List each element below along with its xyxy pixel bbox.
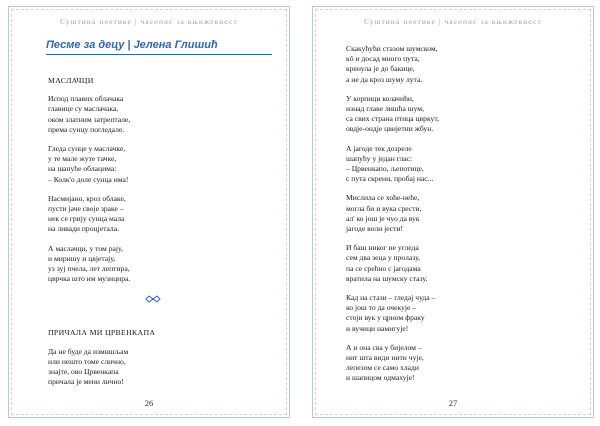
right-page	[312, 6, 594, 418]
verse-line: и миришу и цвјетају,	[48, 253, 116, 263]
page-number: 26	[144, 398, 154, 408]
poem-body	[346, 44, 556, 384]
left-content	[48, 76, 258, 396]
verse-line: кренула је до бакице,	[346, 64, 415, 74]
verse-line: нек се грију сунца мала	[48, 214, 125, 224]
verse-line: А маслачци, у том рају,	[48, 243, 123, 253]
poem-body	[48, 347, 258, 388]
verse-line: Скакућући стазом шумском,	[346, 44, 438, 53]
verse-line: на шапуће облацима:	[48, 164, 117, 174]
verse-line: Испод плавих облачака	[48, 94, 124, 104]
diamond-ornament-icon	[145, 294, 161, 304]
verse-line: и шапицом одмахује!	[346, 373, 415, 383]
verse-line: на ливади процјетала.	[48, 224, 119, 234]
stanza	[346, 44, 556, 85]
verse-line: – Колк'о доле сунца има!	[48, 174, 129, 184]
verse-line: могла би и вука срести,	[346, 203, 422, 213]
stanza	[48, 144, 258, 185]
stanza	[346, 144, 556, 185]
running-head: Суштина поетике | часопис за књижевност	[60, 18, 238, 26]
verse-line: Мислила се хоће-неће,	[346, 193, 420, 203]
poem-title: МАСЛАЧЦИ	[48, 76, 94, 85]
verse-line: ко још то да очекује –	[346, 303, 417, 313]
verse-line: У корпици колачићи,	[346, 93, 414, 103]
verse-line: А јагоде тек дозреле	[346, 143, 412, 153]
verse-line: Кад на стази – гледај чуда –	[346, 293, 436, 303]
page-number: 27	[448, 398, 458, 408]
verse-line: сем два зеца у пролазу,	[346, 253, 421, 263]
stanza	[346, 293, 556, 334]
verse-line: главице су маслачака,	[48, 104, 119, 114]
verse-line: Гледа сунце у маслачке,	[48, 144, 126, 154]
verse-line: пусти јаче своје зраке –	[48, 204, 124, 214]
verse-line: нит шта види нити чује,	[346, 353, 424, 363]
stanza	[346, 193, 556, 234]
verse-line: Да не буде да измишљам	[48, 346, 129, 356]
verse-line: причала је мени лично!	[48, 377, 124, 387]
stanza	[346, 94, 556, 135]
verse-line: кô и досад много пута,	[346, 54, 420, 64]
verse-line: – Црвенкапо, љепотице,	[346, 164, 424, 174]
left-page	[8, 6, 290, 418]
stanza	[48, 347, 258, 388]
verse-line: вратила на шумску стазу.	[346, 273, 428, 283]
verse-line: јагоде воли јести!	[346, 224, 404, 234]
ornament	[48, 294, 258, 306]
stanza	[48, 244, 258, 285]
verse-line: према сунцу погледале.	[48, 124, 125, 134]
poem-body	[48, 94, 258, 284]
stanza	[48, 194, 258, 235]
stanza	[48, 94, 258, 135]
verse-line: стоји вук у црном фраку	[346, 313, 425, 323]
verse-line: и вучици намигује!	[346, 323, 409, 333]
verse-line: изнад главе лишћа шум,	[346, 104, 424, 114]
verse-line: ал' ко још је чуо да вук	[346, 213, 420, 223]
verse-line: или нешто томе слично,	[48, 356, 126, 366]
section-title: Песме за децу | Јелена Глишић	[46, 39, 272, 55]
right-content	[346, 44, 556, 393]
verse-line: у те мале жуте тачке,	[48, 154, 117, 164]
verse-line: овдје-ондје цвијетни жбун.	[346, 124, 434, 134]
verse-line: са свих страна птица цвркут,	[346, 114, 439, 124]
verse-line: цврчка што им музицира.	[48, 274, 131, 284]
verse-line: Насмијано, кроз облаке,	[48, 193, 126, 203]
running-head: Суштина поетике | часопис за књижевност	[364, 18, 542, 26]
verse-line: уз зуј пчела, лет лептира,	[48, 264, 130, 274]
verse-line: лепезом се само хлади	[346, 363, 419, 373]
verse-line: с пута скрени, пробај нас...	[346, 174, 434, 184]
verse-line: И баш никог не угледа	[346, 243, 419, 253]
verse-line: А и она сва у бијелом –	[346, 342, 422, 352]
poem-title: ПРИЧАЛА МИ ЦРВЕНКАПА	[48, 328, 156, 338]
stanza	[346, 243, 556, 284]
verse-line: а не да кроз шуму лута.	[346, 74, 423, 84]
stanza	[346, 343, 556, 384]
verse-line: оком златним затрептале,	[48, 114, 131, 124]
verse-line: знајте, ово Црвенкапа	[48, 367, 119, 377]
verse-line: па се срећно с јагодама	[346, 263, 421, 273]
verse-line: шапућу у један глас:	[346, 153, 413, 163]
